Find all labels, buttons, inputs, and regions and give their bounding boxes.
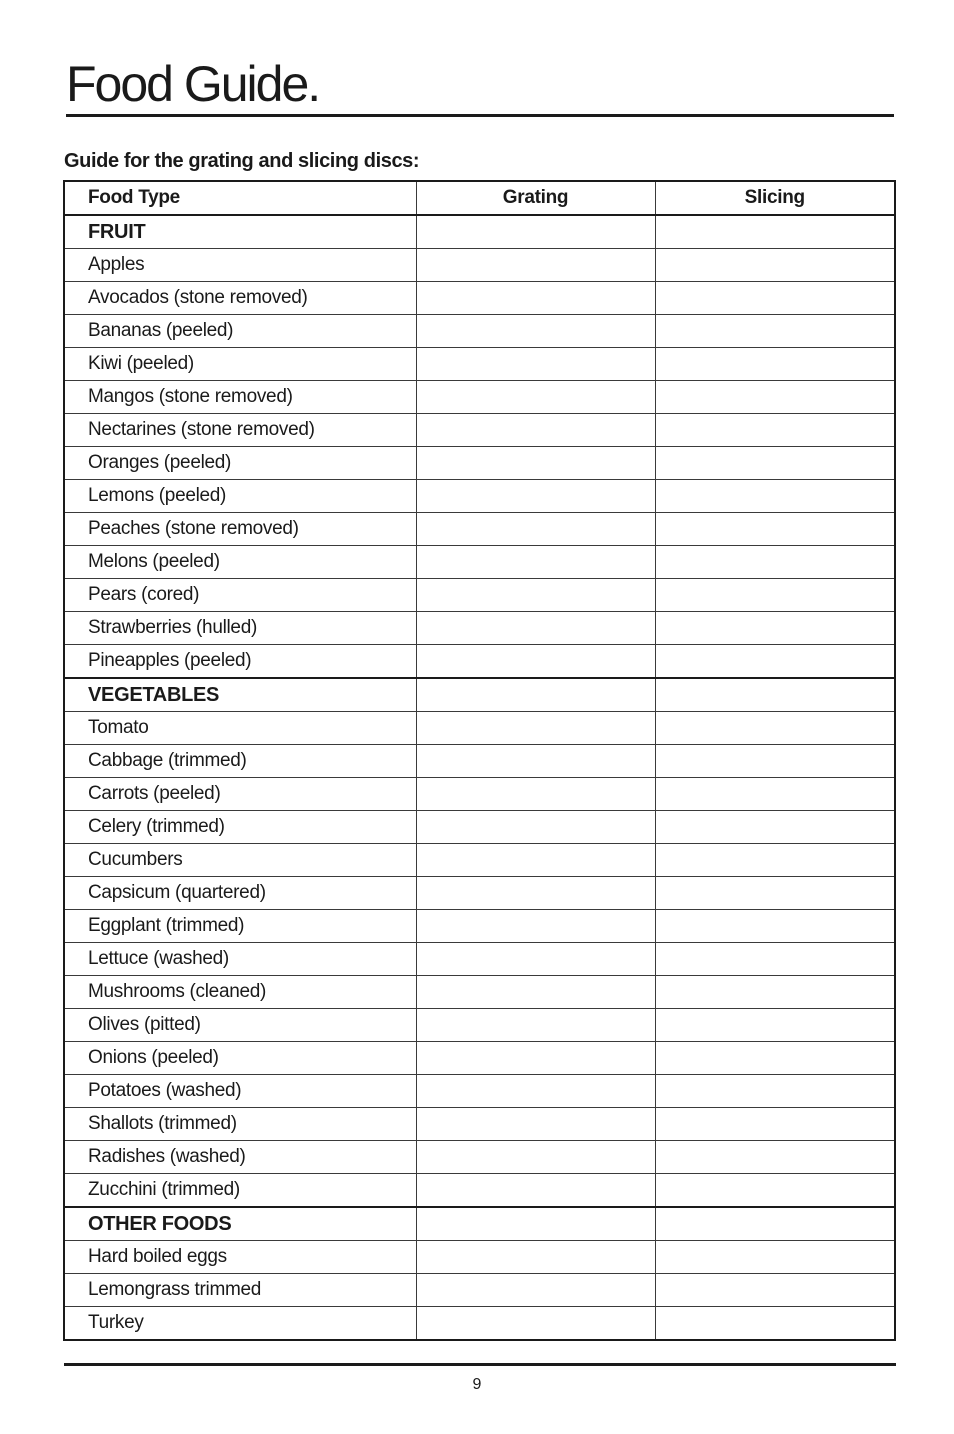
food-type-cell: Mushrooms (cleaned)	[64, 976, 416, 1009]
grating-cell	[416, 282, 655, 315]
section-row	[64, 215, 895, 249]
food-type-cell: Bananas (peeled)	[64, 315, 416, 348]
table-row	[64, 1274, 895, 1307]
food-type-cell: Celery (trimmed)	[64, 811, 416, 844]
slicing-cell	[655, 348, 895, 381]
food-type-cell: Zucchini (trimmed)	[64, 1174, 416, 1208]
food-type-cell: Capsicum (quartered)	[64, 877, 416, 910]
footer-divider	[64, 1363, 896, 1366]
table-row	[64, 480, 895, 513]
grating-cell	[416, 712, 655, 745]
slicing-cell	[655, 910, 895, 943]
header-food-type: Food Type	[64, 181, 416, 215]
slicing-cell	[655, 480, 895, 513]
food-type-cell: Cabbage (trimmed)	[64, 745, 416, 778]
grating-cell	[416, 546, 655, 579]
table-row	[64, 712, 895, 745]
slicing-cell	[655, 1075, 895, 1108]
table-row	[64, 1108, 895, 1141]
grating-cell	[416, 1108, 655, 1141]
slicing-cell	[655, 811, 895, 844]
grating-cell	[416, 778, 655, 811]
guide-subtitle: Guide for the grating and slicing discs:	[64, 150, 420, 172]
slicing-cell	[655, 612, 895, 645]
slicing-cell	[655, 215, 895, 249]
food-type-cell: Lettuce (washed)	[64, 943, 416, 976]
table-row	[64, 447, 895, 480]
food-type-cell: Carrots (peeled)	[64, 778, 416, 811]
grating-cell	[416, 348, 655, 381]
grating-cell	[416, 480, 655, 513]
slicing-cell	[655, 1241, 895, 1274]
table-row	[64, 1241, 895, 1274]
food-type-cell: Mangos (stone removed)	[64, 381, 416, 414]
table-row	[64, 811, 895, 844]
food-type-cell: Potatoes (washed)	[64, 1075, 416, 1108]
table-row	[64, 976, 895, 1009]
food-type-cell: Tomato	[64, 712, 416, 745]
slicing-cell	[655, 249, 895, 282]
grating-cell	[416, 249, 655, 282]
table-row	[64, 943, 895, 976]
grating-cell	[416, 877, 655, 910]
title-divider	[66, 114, 894, 117]
slicing-cell	[655, 513, 895, 546]
grating-cell	[416, 1274, 655, 1307]
table-row	[64, 249, 895, 282]
slicing-cell	[655, 1174, 895, 1208]
table-row	[64, 778, 895, 811]
grating-cell	[416, 1174, 655, 1208]
food-type-cell: Oranges (peeled)	[64, 447, 416, 480]
slicing-cell	[655, 1141, 895, 1174]
table-row	[64, 1042, 895, 1075]
grating-cell	[416, 513, 655, 546]
grating-cell	[416, 1009, 655, 1042]
grating-cell	[416, 381, 655, 414]
food-type-cell: Avocados (stone removed)	[64, 282, 416, 315]
section-label: VEGETABLES	[64, 678, 416, 712]
table-row	[64, 1141, 895, 1174]
food-type-cell: Pineapples (peeled)	[64, 645, 416, 679]
slicing-cell	[655, 1307, 895, 1341]
slicing-cell	[655, 678, 895, 712]
grating-cell	[416, 645, 655, 679]
section-row	[64, 678, 895, 712]
slicing-cell	[655, 447, 895, 480]
table-header-row	[64, 181, 895, 215]
table-row	[64, 315, 895, 348]
slicing-cell	[655, 1042, 895, 1075]
section-label: FRUIT	[64, 215, 416, 249]
grating-cell	[416, 745, 655, 778]
food-type-cell: Nectarines (stone removed)	[64, 414, 416, 447]
header-grating: Grating	[416, 181, 655, 215]
grating-cell	[416, 910, 655, 943]
table-body	[64, 215, 895, 1340]
slicing-cell	[655, 712, 895, 745]
food-type-cell: Lemongrass trimmed	[64, 1274, 416, 1307]
table-row	[64, 1307, 895, 1341]
food-type-cell: Strawberries (hulled)	[64, 612, 416, 645]
page-number: 9	[472, 1376, 482, 1393]
food-guide-table	[63, 180, 896, 1341]
section-label: OTHER FOODS	[64, 1207, 416, 1241]
slicing-cell	[655, 546, 895, 579]
grating-cell	[416, 678, 655, 712]
slicing-cell	[655, 745, 895, 778]
slicing-cell	[655, 1207, 895, 1241]
food-type-cell: Lemons (peeled)	[64, 480, 416, 513]
grating-cell	[416, 447, 655, 480]
table-row	[64, 745, 895, 778]
table-row	[64, 910, 895, 943]
food-type-cell: Onions (peeled)	[64, 1042, 416, 1075]
food-type-cell: Melons (peeled)	[64, 546, 416, 579]
slicing-cell	[655, 381, 895, 414]
slicing-cell	[655, 579, 895, 612]
header-slicing: Slicing	[655, 181, 895, 215]
grating-cell	[416, 1141, 655, 1174]
table-row	[64, 513, 895, 546]
grating-cell	[416, 1042, 655, 1075]
grating-cell	[416, 315, 655, 348]
slicing-cell	[655, 844, 895, 877]
table-row	[64, 645, 895, 679]
table-row	[64, 612, 895, 645]
food-type-cell: Kiwi (peeled)	[64, 348, 416, 381]
slicing-cell	[655, 778, 895, 811]
slicing-cell	[655, 1009, 895, 1042]
slicing-cell	[655, 976, 895, 1009]
food-type-cell: Eggplant (trimmed)	[64, 910, 416, 943]
table-row	[64, 1009, 895, 1042]
table-row	[64, 381, 895, 414]
slicing-cell	[655, 414, 895, 447]
slicing-cell	[655, 877, 895, 910]
grating-cell	[416, 976, 655, 1009]
table-row	[64, 1075, 895, 1108]
food-type-cell: Turkey	[64, 1307, 416, 1341]
food-type-cell: Apples	[64, 249, 416, 282]
table-row	[64, 877, 895, 910]
grating-cell	[416, 943, 655, 976]
table-row	[64, 844, 895, 877]
grating-cell	[416, 215, 655, 249]
food-type-cell: Shallots (trimmed)	[64, 1108, 416, 1141]
grating-cell	[416, 844, 655, 877]
table-row	[64, 1174, 895, 1208]
food-type-cell: Cucumbers	[64, 844, 416, 877]
page-title: Food Guide.	[66, 56, 320, 112]
grating-cell	[416, 1241, 655, 1274]
grating-cell	[416, 579, 655, 612]
slicing-cell	[655, 1108, 895, 1141]
food-type-cell: Hard boiled eggs	[64, 1241, 416, 1274]
slicing-cell	[655, 282, 895, 315]
grating-cell	[416, 612, 655, 645]
table-row	[64, 348, 895, 381]
table-row	[64, 414, 895, 447]
slicing-cell	[655, 943, 895, 976]
food-type-cell: Peaches (stone removed)	[64, 513, 416, 546]
grating-cell	[416, 414, 655, 447]
grating-cell	[416, 811, 655, 844]
grating-cell	[416, 1075, 655, 1108]
table-row	[64, 282, 895, 315]
section-row	[64, 1207, 895, 1241]
table-row	[64, 546, 895, 579]
grating-cell	[416, 1307, 655, 1341]
slicing-cell	[655, 645, 895, 679]
food-type-cell: Radishes (washed)	[64, 1141, 416, 1174]
food-type-cell: Olives (pitted)	[64, 1009, 416, 1042]
slicing-cell	[655, 315, 895, 348]
grating-cell	[416, 1207, 655, 1241]
slicing-cell	[655, 1274, 895, 1307]
food-type-cell: Pears (cored)	[64, 579, 416, 612]
table-row	[64, 579, 895, 612]
